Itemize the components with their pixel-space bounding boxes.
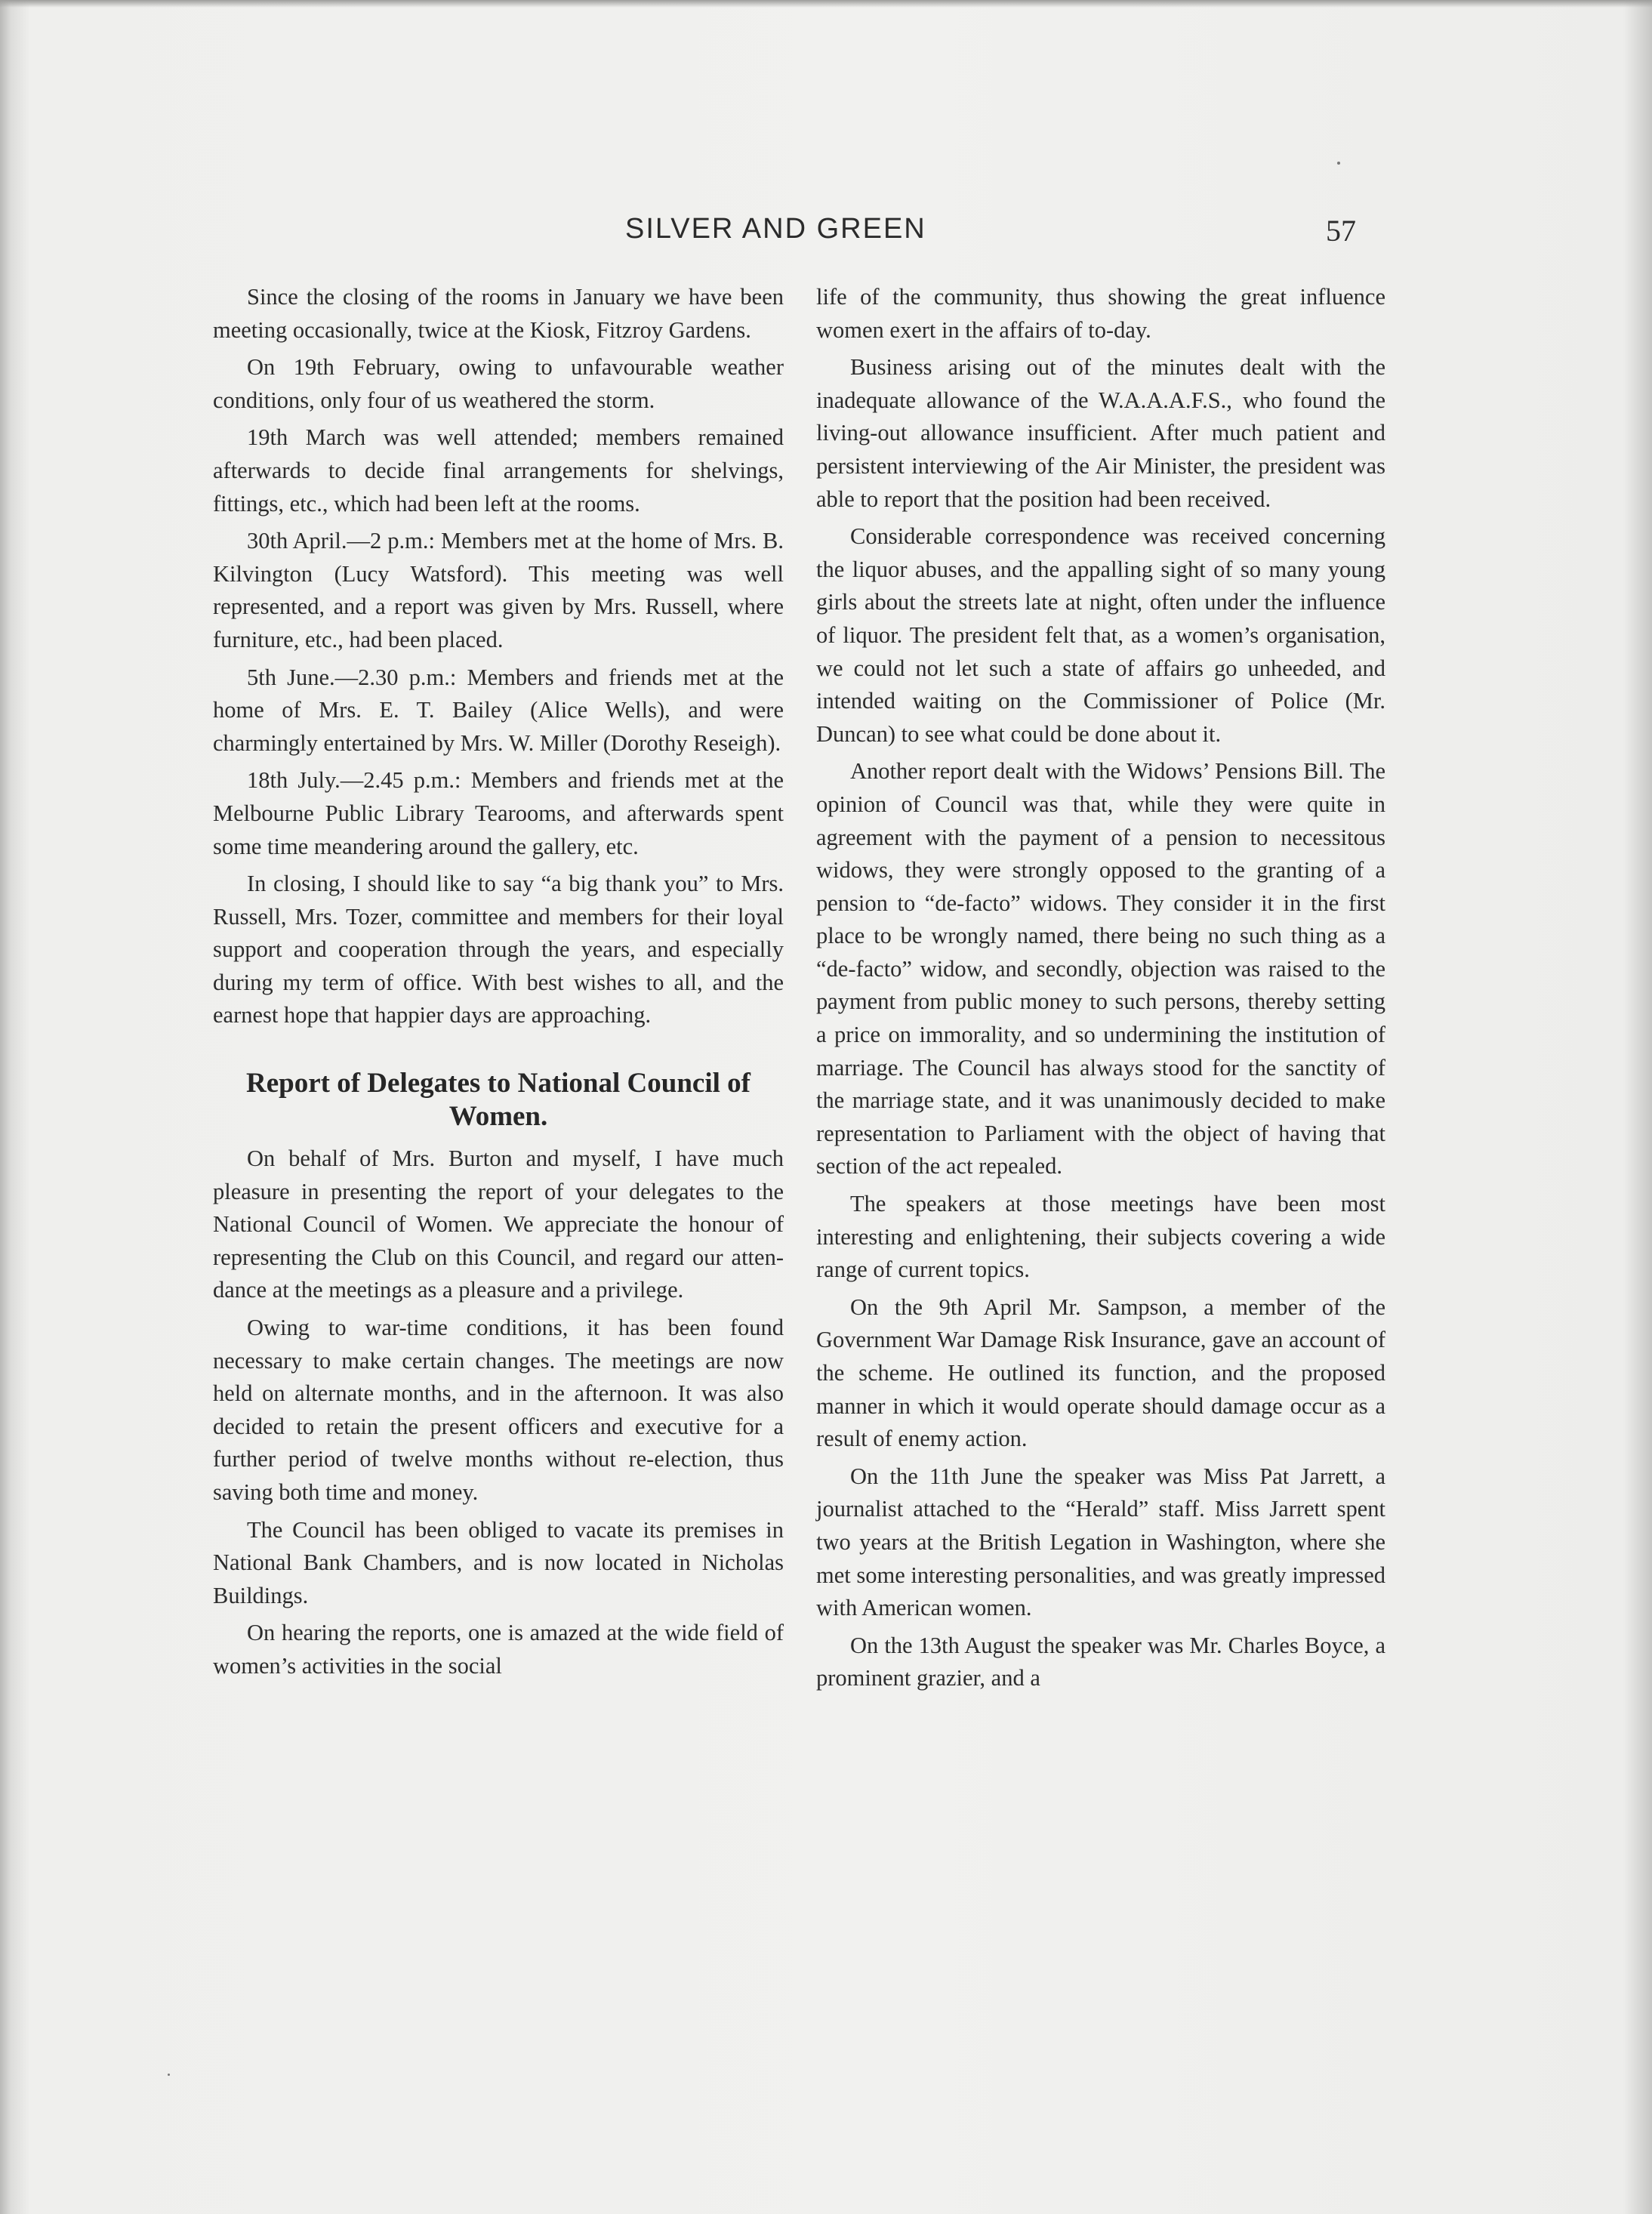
paragraph: Business arising out of the minutes dealt with the inadequate allowance of the W.A.A.A.F.S., who found the living-out allowance insufficient. After much patient and persistent interviewing of the Air Minister, the president was able to report that the position had been received. bbox=[816, 354, 1385, 512]
running-head bbox=[0, 213, 1652, 251]
left-column bbox=[213, 281, 784, 1688]
paragraph: On the 9th April Mr. Sampson, a member of the Government War Damage Risk Insurance, gave an account of the scheme. He outlined its function, and the proposed manner in which it would operate should damage occur as a result of enemy action. bbox=[816, 1294, 1385, 1452]
paragraph: The speakers at those meetings have been most interesting and enlightening, their subjects covering a wide range of current topics. bbox=[816, 1191, 1385, 1283]
section-heading: Report of Delegates to National Council of Women. bbox=[246, 1068, 750, 1133]
paragraph: 18th July.—2.45 p.m.: Members and friends met at the Melbourne Public Library Tearooms, and afterwards spent some time meandering around the gallery, etc. bbox=[213, 767, 784, 859]
paper-speck bbox=[168, 2074, 170, 2076]
page-number: 57 bbox=[1326, 214, 1356, 248]
paragraph: Owing to war-time conditions, it has been found necessary to make certain changes. The meetings are now held on alternate months, and in the afternoon. It was also decided to retain the present officers and executive for a further period of twelve months without re-election, thus saving both time and money. bbox=[213, 1315, 784, 1505]
page-top-edge-shadow bbox=[0, 0, 1652, 8]
paragraph: Another report dealt with the Widows’ Pensions Bill. The opinion of Council was that, while they were quite in agreement with the payment of a pension to necessitous widows, they were strongly opposed to the granting of a pension to “de-facto” widows. They consider it in the first place to be wrongly named, there being no such thing as a “de-facto” widow, and secondly, objection was raised to the payment from public money to such persons, thereby setting a price on immorality, and so undermining the institution of marriage. The Council has always stood for the sanctity of the marriage state, and it was unanimously decided to make representation to Parliament with the object of having that section of the act repealed. bbox=[816, 758, 1385, 1179]
paragraph: Considerable correspondence was received concerning the liquor abuses, and the appalling sight of so many young girls about the streets late at night, often under the influence of liquor. The president felt that, as a women’s organisation, we could not let such a state of affairs go unheeded, and intended waiting on the Commissioner of Police (Mr. Duncan) to see what could be done about it. bbox=[816, 523, 1385, 747]
paragraph: 30th April.—2 p.m.: Members met at the home of Mrs. B. Kilvington (Lucy Watsford). This meeting was well represented, and a report was given by Mrs. Russell, where furniture, etc., had been placed. bbox=[213, 528, 784, 652]
paragraph: On 19th February, owing to unfavourable weather conditions, only four of us weathered the storm. bbox=[213, 354, 784, 413]
paragraph: The Council has been obliged to vacate its premises in National Bank Chambers, and is now located in Nicholas Buildings. bbox=[213, 1516, 784, 1608]
paragraph: In closing, I should like to say “a big thank you” to Mrs. Russell, Mrs. Tozer, committee and members for their loyal support and cooperation through the years, and especially during my term of office. With best wishes to all, and the earnest hope that happier days are approaching. bbox=[213, 871, 784, 1028]
paragraph: On hearing the reports, one is amazed at the wide field of women’s activities in the social bbox=[213, 1620, 784, 1679]
paragraph: On behalf of Mrs. Burton and myself, I have much pleasure in presenting the report of your delegates to the National Council of Women. We appreciate the honour of representing the Club on this Council, and regard our attendance at the meetings as a pleasure and a privilege. bbox=[213, 1146, 784, 1303]
running-title: SILVER AND GREEN bbox=[625, 213, 926, 245]
continued-paragraph: life of the community, thus showing the great influence women exert in the affairs of to-day. bbox=[816, 284, 1385, 343]
paragraph: 5th June.—2.30 p.m.: Members and friends met at the home of Mrs. E. T. Bailey (Alice Wells), and were charmingly entertained by Mrs. W. Miller (Dorothy Reseigh). bbox=[213, 664, 784, 756]
paragraph: On the 11th June the speaker was Miss Pat Jarrett, a journalist attached to the “Herald” staff. Miss Jarrett spent two years at the British Legation in Washington, where she met some interesting personalities, and was greatly impressed with American women. bbox=[816, 1463, 1385, 1621]
paragraph: On the 13th August the speaker was Mr. Charles Boyce, a prominent grazier, and a bbox=[816, 1632, 1385, 1691]
paragraph: 19th March was well attended; members remained afterwards to decide final arrangements for shelvings, fittings, etc., which had been left at the rooms. bbox=[213, 424, 784, 516]
right-column bbox=[816, 281, 1385, 1700]
paper-speck bbox=[1337, 162, 1340, 165]
paragraph: Since the closing of the rooms in January we have been meeting occasionally, twice at the Kiosk, Fitzroy Gardens. bbox=[213, 284, 784, 343]
